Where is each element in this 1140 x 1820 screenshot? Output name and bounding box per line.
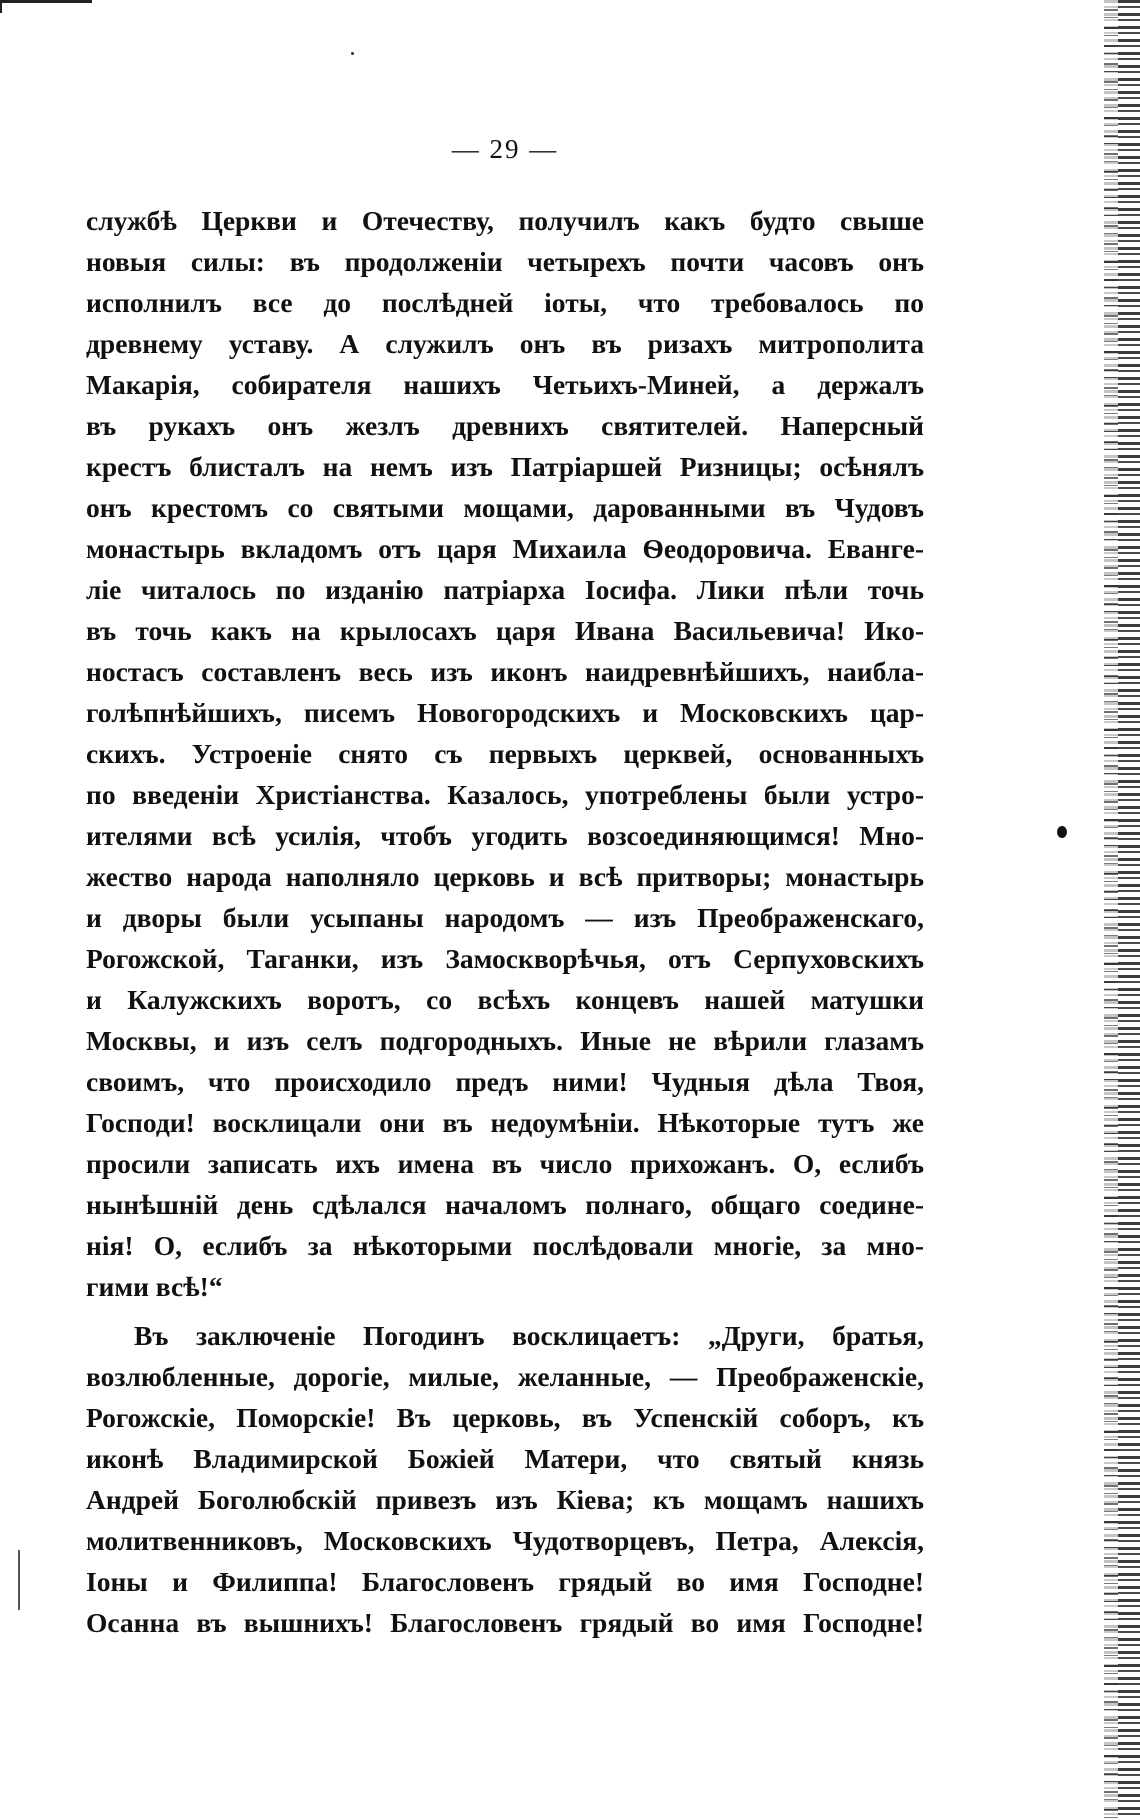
text-line: и Калужскихъ воротъ, со всѣхъ концевъ нашей матушки	[86, 984, 924, 1015]
scan-margin-line	[18, 1550, 20, 1610]
scan-right-edge-noise	[1104, 0, 1118, 1820]
text-line: гими всѣ!“	[86, 1271, 223, 1302]
text-line: Рогожской, Таганки, изъ Замоскворѣчья, отъ Серпуховскихъ	[86, 943, 924, 974]
text-line: скихъ. Устроеніе снято съ первыхъ церквей, основанныхъ	[86, 738, 924, 769]
text-line: новыя силы: въ продолженіи четырехъ почти часовъ онъ	[86, 246, 924, 277]
text-line: своимъ, что происходило предъ ними! Чудныя дѣла Твоя,	[86, 1066, 924, 1097]
text-line: въ рукахъ онъ жезлъ древнихъ святителей. Наперсный	[86, 410, 924, 441]
text-line: Въ заключеніе Погодинъ восклицаетъ: „Други, братья,	[134, 1320, 924, 1351]
text-line: Господи! восклицали они въ недоумѣніи. Нѣкоторые тутъ же	[86, 1107, 924, 1138]
text-line: Москвы, и изъ селъ подгородныхъ. Иные не вѣрили глазамъ	[86, 1025, 924, 1056]
text-line: возлюбленные, дорогіе, милые, желанные, — Преображенскіе,	[86, 1361, 924, 1392]
text-line: по введеніи Христіанства. Казалось, употреблены были устро-	[86, 779, 924, 810]
text-line: Осанна въ вышнихъ! Благословенъ грядый во имя Господне!	[86, 1607, 924, 1638]
text-line: Рогожскіе, Поморскіе! Въ церковь, въ Успенскій соборъ, къ	[86, 1402, 924, 1433]
text-line: нынѣшній день сдѣлался началомъ полнаго, общаго соедине-	[86, 1189, 924, 1220]
text-line: Макарія, собирателя нашихъ Четьихъ-Миней, а держалъ	[86, 369, 924, 400]
text-line: въ точь какъ на крылосахъ царя Ивана Васильевича! Ико-	[86, 615, 924, 646]
text-line: молитвенниковъ, Московскихъ Чудотворцевъ, Петра, Алексія,	[86, 1525, 924, 1556]
body-text	[86, 200, 924, 1643]
text-line: ителями всѣ усилія, чтобъ угодить возсоединяющимся! Мно-	[86, 820, 924, 851]
text-line: службѣ Церкви и Отечеству, получилъ какъ будто свыше	[86, 205, 924, 236]
text-line: исполнилъ все до послѣдней іоты, что требовалось по	[86, 287, 924, 318]
paragraph-1	[86, 200, 924, 1307]
text-line: древнему уставу. А служилъ онъ въ ризахъ митрополита	[86, 328, 924, 359]
text-line: Іоны и Филиппа! Благословенъ грядый во имя Господне!	[86, 1566, 924, 1597]
text-line: и дворы были усыпаны народомъ — изъ Преображенскаго,	[86, 902, 924, 933]
paragraph-spacer	[86, 1307, 924, 1315]
text-line: Андрей Боголюбскій привезъ изъ Кіева; къ мощамъ нашихъ	[86, 1484, 924, 1515]
scan-speck	[351, 52, 354, 55]
page-number: — 29 —	[451, 134, 559, 164]
text-line: онъ крестомъ со святыми мощами, дарованными въ Чудовъ	[86, 492, 924, 523]
text-line: крестъ блисталъ на немъ изъ Патріаршей Ризницы; осѣнялъ	[86, 451, 924, 482]
text-line: нія! О, еслибъ за нѣкоторыми послѣдовали многіе, за мно-	[86, 1230, 924, 1261]
scan-ink-dot	[1057, 826, 1067, 838]
text-line: ностасъ составленъ весь изъ иконъ наидревнѣйшихъ, наибла-	[86, 656, 924, 687]
text-line: ліе читалось по изданію патріарха Іосифа. Лики пѣли точь	[86, 574, 924, 605]
text-line: монастырь вкладомъ отъ царя Михаила Ѳеодоровича. Еванге-	[86, 533, 924, 564]
text-line: голѣпнѣйшихъ, писемъ Новогородскихъ и Московскихъ цар-	[86, 697, 924, 728]
text-line: жество народа наполняло церковь и всѣ притворы; монастырь	[86, 861, 924, 892]
paragraph-2	[86, 1315, 924, 1643]
text-line: иконѣ Владимирской Божіей Матери, что святый князь	[86, 1443, 924, 1474]
text-line: просили записать ихъ имена въ число прихожанъ. О, еслибъ	[86, 1148, 924, 1179]
scan-corner-mark	[0, 0, 92, 13]
